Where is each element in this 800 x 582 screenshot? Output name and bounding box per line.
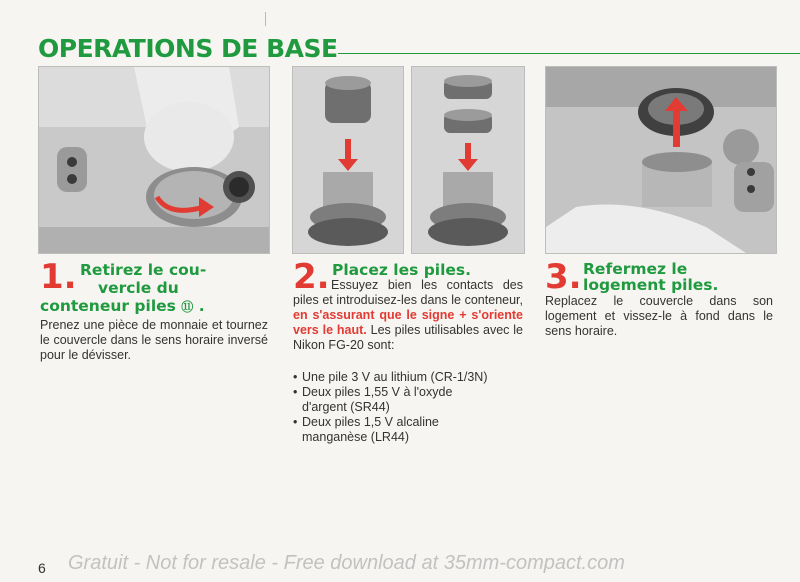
step-3-number: 3. [545, 257, 582, 297]
battery-option-silver-oxide: • Deux piles 1,55 V à l'oxyde d'argent (SR44) [293, 385, 493, 415]
photo-insert-battery-silver [411, 66, 525, 254]
page-reference-mark: ⑪ [181, 300, 194, 314]
lithium-battery-illustration [293, 67, 403, 253]
step-2-number: 2. [293, 257, 330, 297]
step-2-highlight: en s'assurant que le signe + s'oriente vers le haut. [293, 308, 523, 337]
step-1-title-line1: Retirez le cou- [80, 261, 207, 279]
battery-list [293, 370, 493, 445]
step-3-body: Replacez le couvercle dans son logement et vissez-le à fond dans le sens horaire. [545, 294, 773, 338]
step-1-title-line2: vercle du [98, 279, 179, 297]
photo-insert-battery-lithium [292, 66, 404, 254]
page-number: 6 [38, 560, 46, 576]
step-1-number: 1. [40, 257, 77, 297]
margin-mark [265, 12, 266, 26]
step-3-title-line1: Refermez le [583, 260, 688, 278]
step-1-body: Prenez une pièce de monnaie et tournez le couvercle dans le sens horaire inversé pour le dévisser. [40, 318, 268, 362]
camera-base-illustration [39, 67, 269, 253]
step-2-body [293, 278, 523, 353]
watermark: Gratuit - Not for resale - Free download at 35mm-compact.com [68, 552, 625, 574]
photo-replace-cover [545, 66, 777, 254]
page-title: OPERATIONS DE BASE [38, 34, 338, 63]
step-3-title-line2: logement piles. [583, 276, 719, 294]
replace-cover-illustration [546, 67, 776, 253]
title-rule [338, 53, 800, 54]
step-1-title-text: conteneur piles [40, 297, 176, 315]
silver-battery-illustration [412, 67, 524, 253]
step-2-body-start: Essuyez bien les contacts des piles et introduisez-les dans le conteneur, [293, 278, 523, 307]
step-2-title: Placez les piles. [332, 261, 472, 279]
step-1-title-line3 [40, 297, 205, 317]
step-2-body-end: Les piles utilisables avec le Nikon FG-20 sont: [293, 323, 523, 352]
battery-option-alkaline: • Deux piles 1,5 V alcaline manganèse (LR44) [293, 415, 493, 445]
step-1-title-suffix: . [193, 297, 205, 315]
battery-option-lithium: • Une pile 3 V au lithium (CR-1/3N) [293, 370, 493, 385]
photo-remove-cover [38, 66, 270, 254]
